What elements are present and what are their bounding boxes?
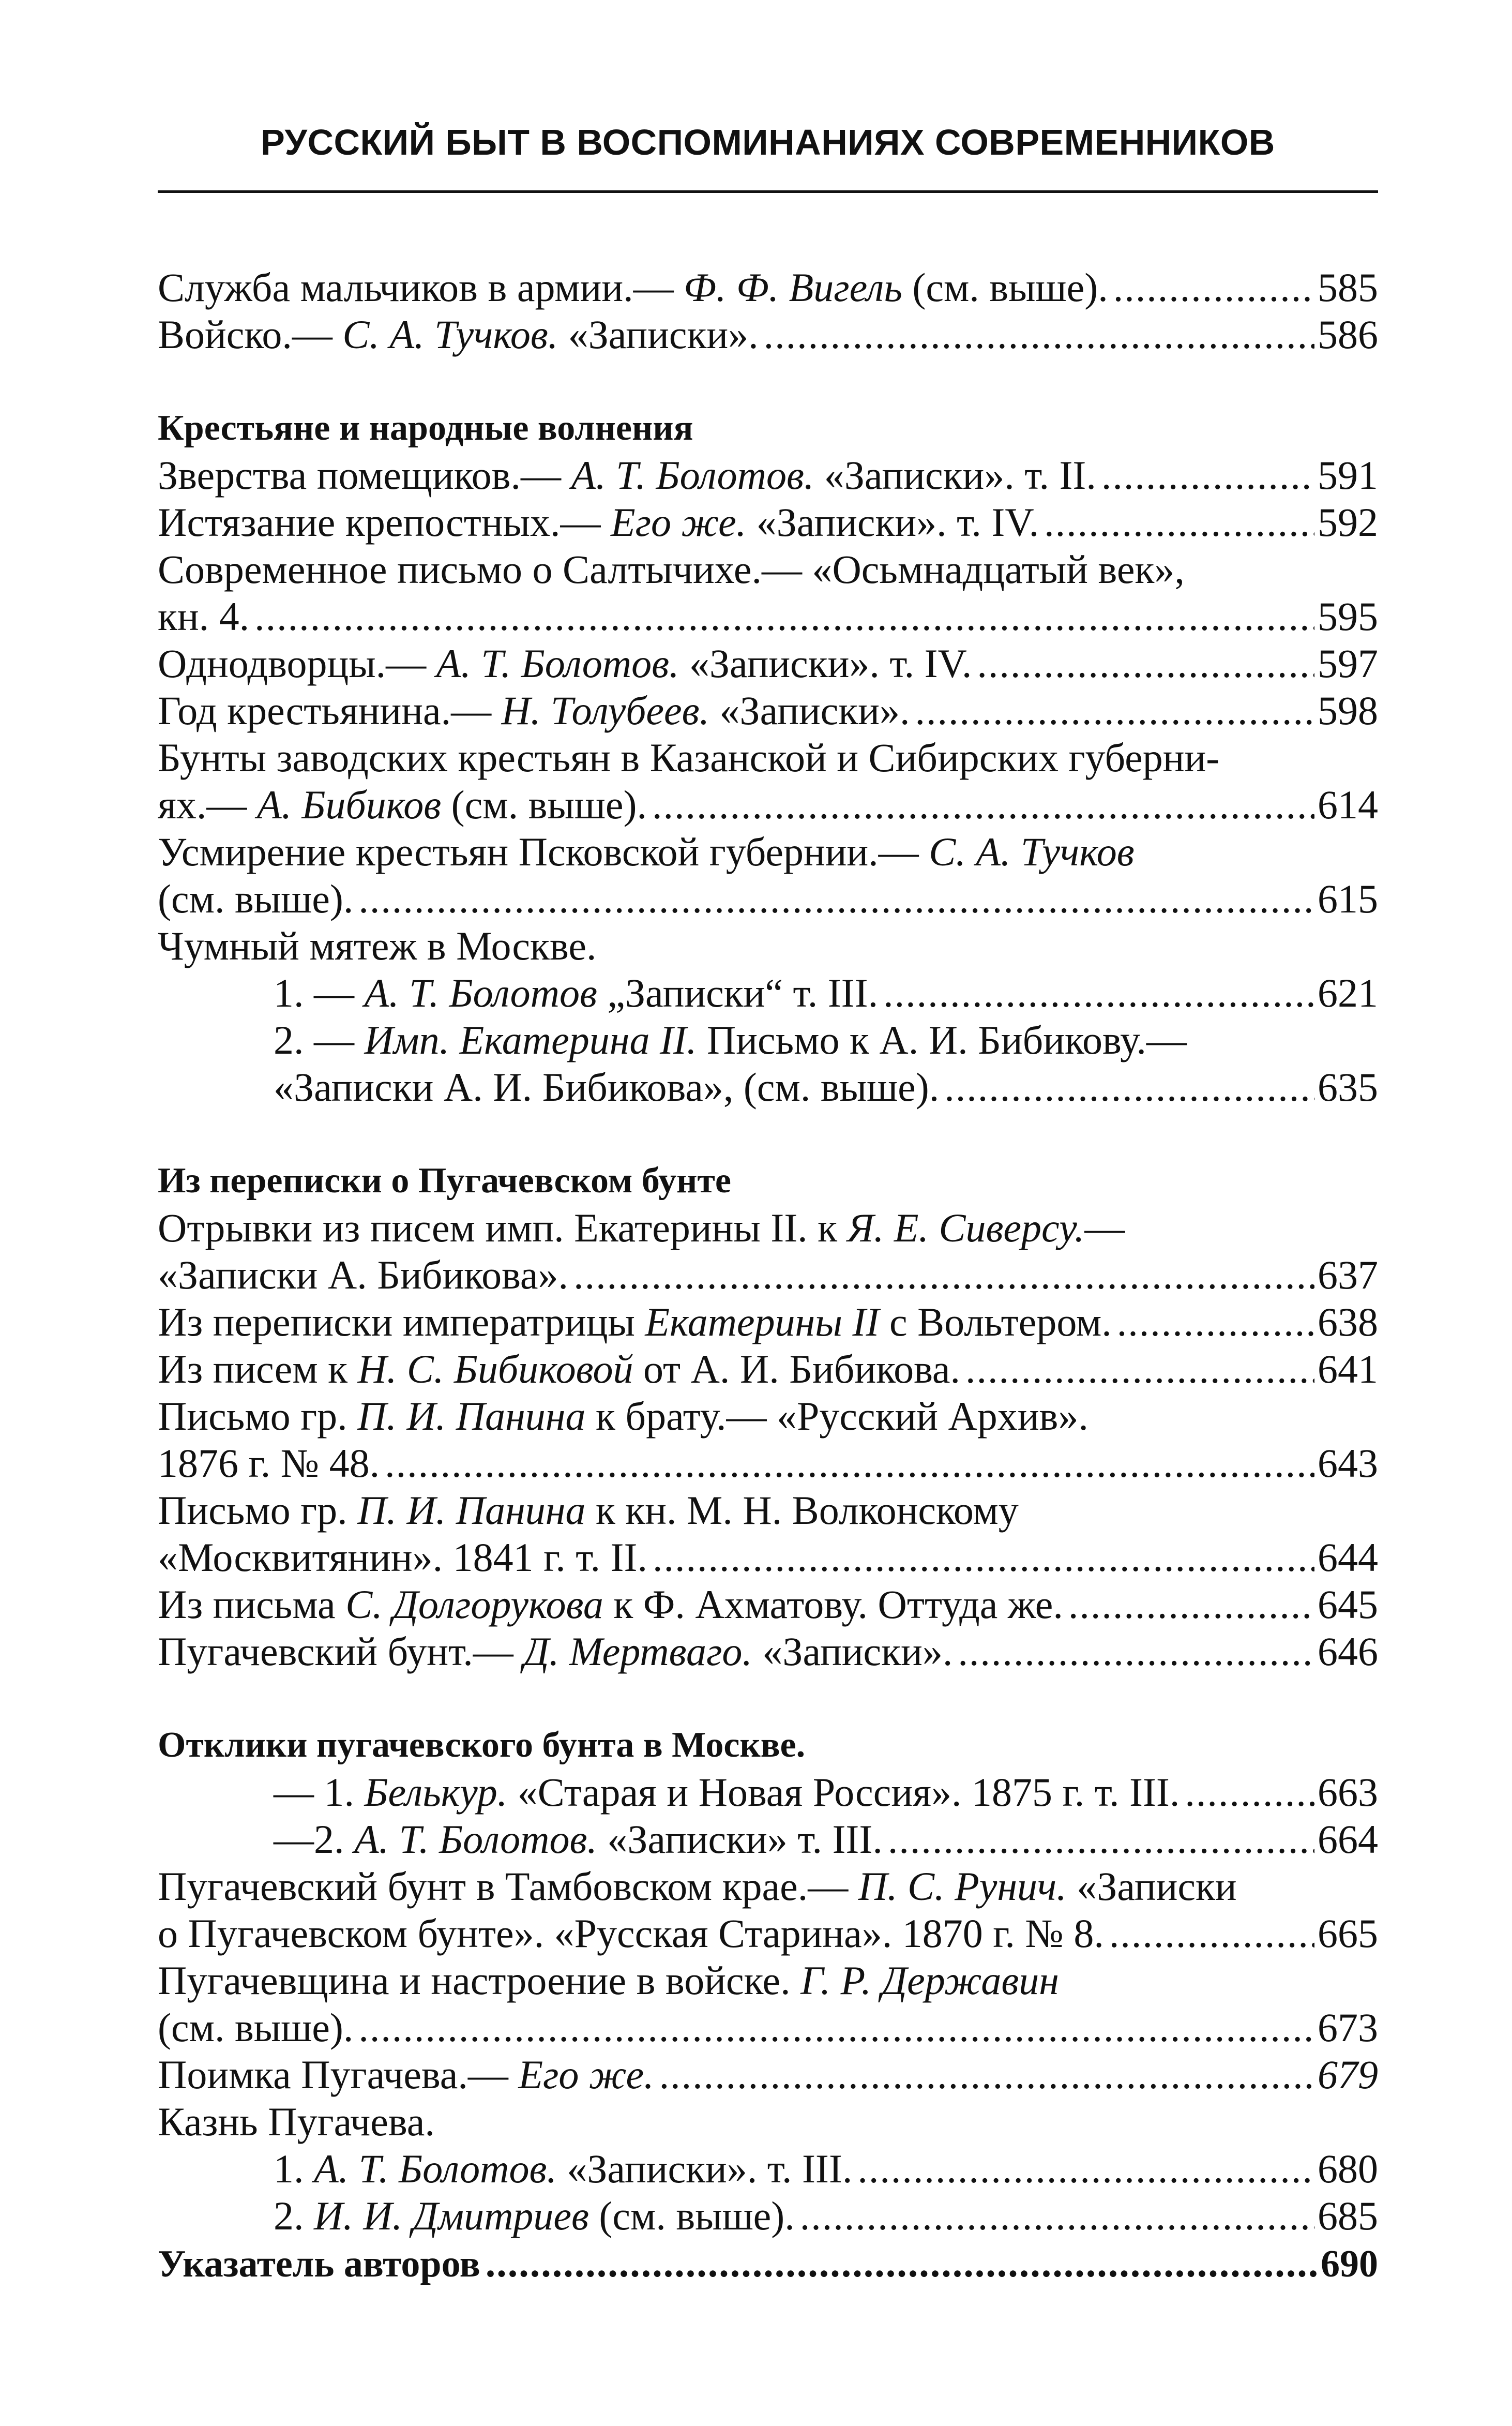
page-number: 673 — [1318, 2005, 1378, 2050]
entry-text — [158, 547, 1185, 592]
section-gap — [158, 1111, 1378, 1157]
dot-leader — [1113, 264, 1314, 311]
toc-entry — [158, 2004, 1378, 2051]
entry-author: Г. Р. Державин — [800, 1958, 1059, 2003]
entry-text — [158, 1864, 1237, 1909]
entry-title: Письмо гр. — [158, 1394, 358, 1439]
entry-text — [158, 2004, 353, 2051]
entry-text — [158, 1440, 380, 1487]
dot-leader — [883, 969, 1314, 1016]
dot-leader — [1101, 452, 1314, 499]
entry-author: Д. Мертваго. — [523, 1629, 752, 1674]
page-number: 663 — [1318, 1770, 1378, 1815]
dot-leader — [764, 311, 1314, 358]
entry-title: 2. — [274, 2193, 314, 2238]
entry-text — [274, 1064, 939, 1111]
entry-source: „Записки“ т. III. — [597, 970, 879, 1015]
entry-title: 1. — [274, 2146, 314, 2191]
toc-entry — [158, 546, 1378, 593]
entry-source: Письмо к А. И. Бибикову.— — [697, 1017, 1187, 1062]
page-number: 595 — [1318, 594, 1378, 639]
entry-author: А. Т. Болотов. — [571, 453, 814, 498]
entry-title: Из переписки императрицы — [158, 1299, 645, 1344]
entry-author: Н. Толубеев. — [501, 688, 710, 733]
dot-leader — [358, 875, 1314, 922]
section-heading: Отклики пугачевского бунта в Москве. — [158, 1725, 806, 1765]
entry-author: И. И. Дмитриев — [314, 2193, 589, 2238]
entry-author: Его же. — [610, 500, 747, 545]
entry-text — [158, 499, 1039, 546]
entry-source: «Записки» т. III. — [597, 1817, 883, 1862]
dot-leader — [254, 593, 1314, 640]
entry-source: «Записки». т. IV. — [746, 500, 1039, 545]
entry-text — [274, 2145, 852, 2192]
entry-title: Пугачевский бунт.— — [158, 1629, 524, 1674]
entry-text — [158, 593, 249, 640]
toc-entry — [158, 1957, 1378, 2004]
entry-title: (см. выше). — [158, 2005, 354, 2050]
dot-leader — [888, 1816, 1314, 1863]
book-page — [158, 0, 1378, 2426]
toc-entry — [158, 1392, 1378, 1440]
page-number: 643 — [1318, 1441, 1378, 1486]
entry-title: Истязание крепостных.— — [158, 500, 611, 545]
entry-text — [158, 781, 647, 828]
entry-title: Из письма — [158, 1582, 346, 1627]
entry-text — [158, 1534, 647, 1581]
entry-title: Пугачевский бунт в Тамбовском крае.— — [158, 1864, 858, 1909]
toc-entry — [158, 2192, 1378, 2239]
page-number: 637 — [1318, 1252, 1378, 1297]
entry-author: Н. С. Бибиковой — [357, 1346, 633, 1391]
toc-entry — [158, 452, 1378, 499]
page-number: 585 — [1318, 265, 1378, 310]
page-number: 645 — [1318, 1582, 1378, 1627]
entry-text — [274, 969, 878, 1016]
entry-title: «Записки А. Бибикова». — [158, 1252, 569, 1297]
entry-author: П. И. Панина — [357, 1488, 586, 1533]
toc-entry — [158, 1816, 1378, 1863]
section-gap — [158, 358, 1378, 405]
entry-source: к кн. М. Н. Волконскому — [585, 1488, 1019, 1533]
toc-entry — [158, 781, 1378, 828]
toc-entry — [158, 640, 1378, 687]
entry-author: А. Т. Болотов — [364, 970, 597, 1015]
page-number: 598 — [1318, 688, 1378, 733]
section-heading: Из переписки о Пугачевском бунте — [158, 1161, 731, 1201]
page-number: 685 — [1318, 2193, 1378, 2238]
entry-text — [158, 311, 759, 358]
entry-source: с Вольтером. — [879, 1299, 1112, 1344]
entry-title: Указатель авторов — [158, 2243, 480, 2285]
dot-leader — [915, 687, 1314, 734]
entry-text — [158, 1958, 1059, 2003]
dot-leader — [385, 1440, 1314, 1487]
entry-text — [158, 875, 353, 922]
entry-text — [158, 264, 1108, 311]
page-number: 621 — [1318, 970, 1378, 1015]
entry-author: А. Т. Болотов. — [354, 1817, 597, 1862]
entry-title: кн. 4. — [158, 594, 250, 639]
section-gap — [158, 1675, 1378, 1721]
page-number: 646 — [1318, 1629, 1378, 1674]
dot-leader — [1044, 499, 1314, 546]
toc-entry — [158, 1204, 1378, 1251]
entry-title: «Записки А. И. Бибикова», (см. выше). — [274, 1065, 940, 1110]
entry-source: (см. выше). — [902, 265, 1108, 310]
dot-leader — [1109, 1910, 1314, 1957]
entry-text — [158, 640, 972, 687]
entry-source: «Записки — [1066, 1864, 1237, 1909]
entry-author: П. И. Панина — [357, 1394, 586, 1439]
entry-title: 1876 г. № 48. — [158, 1441, 380, 1486]
toc-entry — [158, 687, 1378, 734]
entry-author: Екатерины II — [645, 1299, 880, 1344]
entry-text — [158, 829, 1135, 874]
toc-entry — [158, 1534, 1378, 1581]
entry-author: П. С. Рунич. — [858, 1864, 1067, 1909]
entry-source: — — [1084, 1205, 1125, 1250]
entry-source: «Записки». т. IV. — [679, 641, 972, 686]
entry-title: Отрывки из писем имп. Екатерины II. к — [158, 1205, 848, 1250]
dot-leader — [977, 640, 1314, 687]
entry-title: Письмо гр. — [158, 1488, 358, 1533]
table-of-contents — [158, 264, 1378, 2286]
entry-title: Современное письмо о Салтычихе.— «Осьмнадцатый век», — [158, 547, 1185, 592]
dot-leader — [659, 2051, 1314, 2098]
entry-text — [158, 2099, 435, 2144]
dot-leader — [652, 781, 1314, 828]
entry-title: 2. — — [274, 1017, 365, 1062]
entry-source: от А. И. Бибикова. — [633, 1346, 961, 1391]
toc-entry — [158, 1863, 1378, 1910]
entry-title: Пугачевщина и настроение в войске. — [158, 1958, 801, 2003]
entry-source: (см. выше). — [441, 782, 647, 827]
page-number: 641 — [1318, 1346, 1378, 1391]
entry-author: Имп. Екатерина II. — [364, 1017, 697, 1062]
entry-text — [274, 2192, 795, 2239]
toc-entry — [158, 593, 1378, 640]
entry-title: — 1. — [274, 1770, 365, 1815]
entry-title: Однодворцы.— — [158, 641, 436, 686]
entry-title: Поимка Пугачева.— — [158, 2052, 519, 2097]
entry-author: С. Долгорукова — [345, 1582, 603, 1627]
entry-text — [158, 1910, 1104, 1957]
entry-text — [158, 923, 596, 968]
entry-text — [158, 1581, 1063, 1628]
entry-author: С. А. Тучков. — [342, 312, 558, 357]
entry-text — [158, 1298, 1112, 1345]
toc-entry — [158, 1910, 1378, 1957]
entry-text — [274, 1816, 883, 1863]
toc-entry — [158, 1628, 1378, 1675]
entry-title: Зверства помещиков.— — [158, 453, 571, 498]
entry-author: А. Т. Болотов. — [314, 2146, 557, 2191]
toc-entry — [158, 828, 1378, 875]
entry-source: «Старая и Новая Россия». 1875 г. т. III. — [507, 1770, 1180, 1815]
toc-entry — [158, 1440, 1378, 1487]
entry-text — [158, 735, 1219, 780]
header-rule — [158, 190, 1378, 193]
dot-leader — [653, 1534, 1314, 1581]
page-number: 664 — [1318, 1817, 1378, 1862]
toc-entry — [158, 2098, 1378, 2145]
toc-entry — [158, 264, 1378, 311]
entry-text — [158, 1628, 952, 1675]
toc-entry — [158, 499, 1378, 546]
toc-entry — [158, 2051, 1378, 2098]
entry-text — [158, 452, 1096, 499]
page-number: 614 — [1318, 782, 1378, 827]
dot-leader — [1185, 1769, 1314, 1816]
entry-title: —2. — [274, 1817, 354, 1862]
entry-source: «Записки». — [752, 1629, 953, 1674]
entry-text — [158, 1394, 1088, 1439]
entry-author: С. А. Тучков — [929, 829, 1135, 874]
entry-source: к Ф. Ахматову. Оттуда же. — [603, 1582, 1063, 1627]
toc-entry — [158, 1487, 1378, 1534]
entry-text — [158, 687, 910, 734]
dot-leader — [486, 2239, 1318, 2286]
entry-title: Служба мальчиков в армии.— — [158, 265, 684, 310]
dot-leader — [958, 1628, 1314, 1675]
toc-entry — [158, 1769, 1378, 1816]
entry-text — [158, 1488, 1019, 1533]
entry-author: Ф. Ф. Вигель — [684, 265, 902, 310]
entry-title: Из писем к — [158, 1346, 358, 1391]
entry-title: о Пугачевском бунте». «Русская Старина». 1870 г. № 8. — [158, 1911, 1104, 1956]
page-number: 680 — [1318, 2146, 1378, 2191]
entry-title: ях.— — [158, 782, 257, 827]
dot-leader — [573, 1251, 1314, 1298]
toc-entry — [158, 1581, 1378, 1628]
page-number: 615 — [1318, 876, 1378, 921]
entry-author: А. Т. Болотов. — [436, 641, 679, 686]
entry-text — [158, 1345, 960, 1392]
entry-author: Я. Е. Сиверсу. — [847, 1205, 1085, 1250]
dot-leader — [965, 1345, 1314, 1392]
entry-text — [158, 1205, 1125, 1250]
toc-entry — [158, 922, 1378, 969]
dot-leader — [944, 1064, 1314, 1111]
entry-text — [158, 1251, 568, 1298]
entry-source: «Записки». т. II. — [814, 453, 1096, 498]
entry-title: 1. — — [274, 970, 365, 1015]
entry-text — [158, 2051, 654, 2098]
entry-author: Его же. — [518, 2052, 654, 2097]
page-number: 592 — [1318, 500, 1378, 545]
entry-source: к брату.— «Русский Архив». — [585, 1394, 1088, 1439]
dot-leader — [1117, 1298, 1314, 1345]
toc-entry — [158, 2239, 1378, 2286]
entry-author: Белькур. — [364, 1770, 508, 1815]
entry-title: (см. выше). — [158, 876, 354, 921]
entry-text — [274, 1017, 1187, 1062]
entry-source: «Записки». т. III. — [556, 2146, 853, 2191]
running-header: РУССКИЙ БЫТ В ВОСПОМИНАНИЯХ СОВРЕМЕННИКОВ — [261, 122, 1275, 162]
page-number: 591 — [1318, 453, 1378, 498]
toc-entry — [158, 1345, 1378, 1392]
entry-author: А. Бибиков — [256, 782, 442, 827]
entry-text — [158, 2241, 480, 2288]
page-number: 638 — [1318, 1299, 1378, 1344]
dot-leader — [857, 2145, 1314, 2192]
entry-title: «Москвитянин». 1841 г. т. II. — [158, 1535, 647, 1580]
entry-source: «Записки». — [558, 312, 759, 357]
dot-leader — [358, 2004, 1314, 2051]
page-number: 635 — [1318, 1065, 1378, 1110]
section-heading: Крестьяне и народные волнения — [158, 408, 693, 448]
dot-leader — [800, 2192, 1314, 2239]
page-number: 679 — [1318, 2052, 1378, 2097]
entry-text — [274, 1769, 1180, 1816]
toc-entry — [158, 1064, 1378, 1111]
page-number: 586 — [1318, 312, 1378, 357]
entry-source: «Записки». — [709, 688, 910, 733]
toc-entry — [158, 734, 1378, 781]
toc-entry — [158, 875, 1378, 922]
page-number: 665 — [1318, 1911, 1378, 1956]
entry-title: Войско.— — [158, 312, 343, 357]
toc-entry — [158, 2145, 1378, 2192]
page-number: 644 — [1318, 1535, 1378, 1580]
page-number: 690 — [1321, 2243, 1378, 2285]
entry-title: Бунты заводских крестьян в Казанской и Сибирских губерни- — [158, 735, 1220, 780]
entry-title: Год крестьянина.— — [158, 688, 502, 733]
toc-entry — [158, 1298, 1378, 1345]
dot-leader — [1068, 1581, 1314, 1628]
toc-entry — [158, 1251, 1378, 1298]
toc-entry — [158, 969, 1378, 1016]
toc-entry — [158, 1016, 1378, 1064]
entry-title: Чумный мятеж в Москве. — [158, 923, 597, 968]
page-number: 597 — [1318, 641, 1378, 686]
toc-entry — [158, 311, 1378, 358]
entry-title: Казнь Пугачева. — [158, 2099, 435, 2144]
entry-title: Усмирение крестьян Псковской губернии.— — [158, 829, 929, 874]
entry-source: (см. выше). — [588, 2193, 795, 2238]
